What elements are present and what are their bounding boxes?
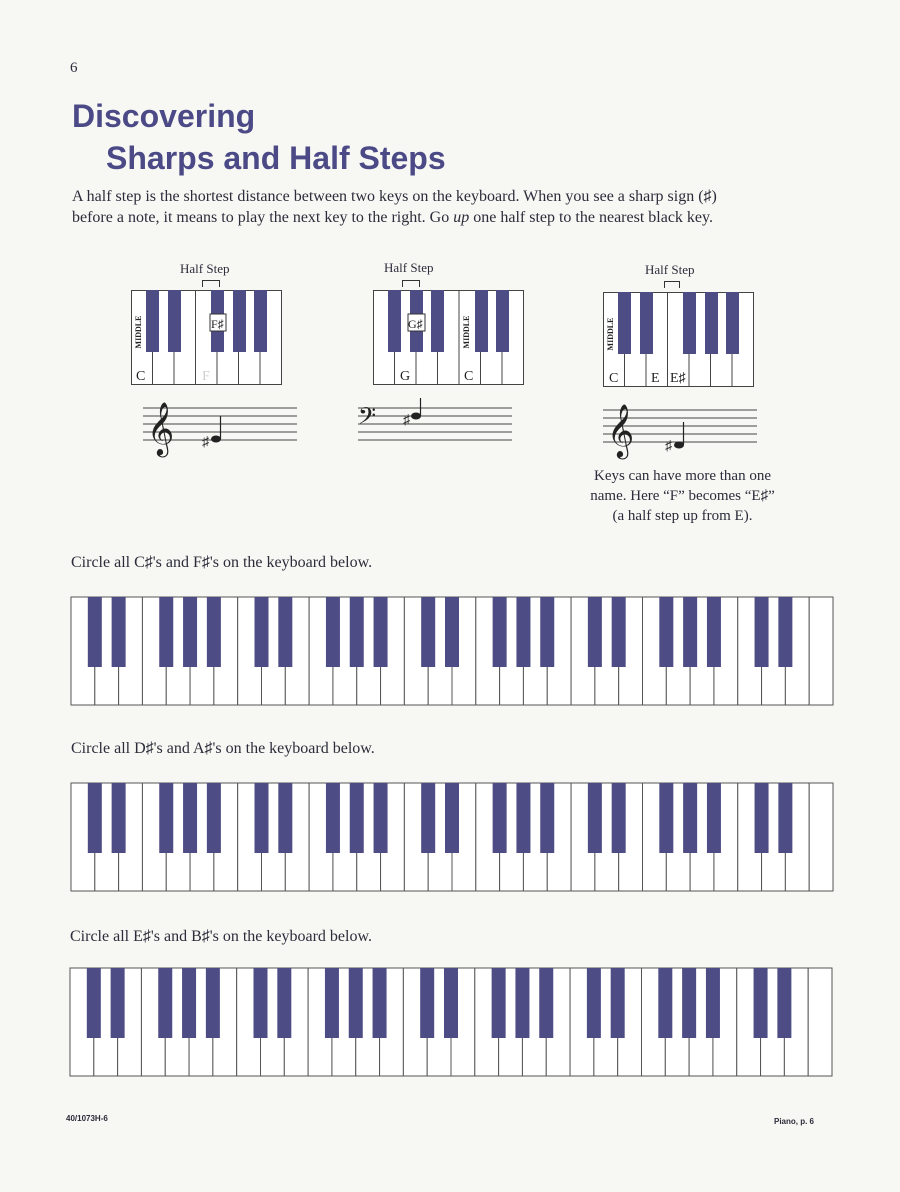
note-line3: (a half step up from E). bbox=[612, 508, 753, 524]
black-key[interactable] bbox=[588, 597, 602, 667]
staff-bass-2 bbox=[358, 398, 512, 458]
black-key[interactable] bbox=[255, 783, 269, 853]
black-key[interactable] bbox=[492, 968, 506, 1038]
black-key[interactable] bbox=[659, 783, 673, 853]
enharmonic-note bbox=[560, 466, 805, 526]
white-key[interactable] bbox=[808, 968, 832, 1076]
intro-emphasis: up bbox=[453, 209, 470, 226]
black-key[interactable] bbox=[421, 597, 435, 667]
black-key[interactable] bbox=[350, 783, 364, 853]
black-key[interactable] bbox=[611, 968, 625, 1038]
key-label-esharp-3: E♯ bbox=[670, 371, 686, 386]
staff-treble-3 bbox=[603, 400, 757, 460]
black-key[interactable] bbox=[777, 968, 791, 1038]
sharp-icon: ♯ bbox=[202, 435, 209, 450]
treble-clef-icon: 𝄞 bbox=[147, 403, 175, 454]
black-key[interactable] bbox=[183, 597, 197, 667]
key-label-gsharp-2: G♯ bbox=[408, 317, 423, 331]
black-key[interactable] bbox=[206, 968, 220, 1038]
black-key[interactable] bbox=[325, 968, 339, 1038]
black-key[interactable] bbox=[158, 968, 172, 1038]
black-key[interactable] bbox=[374, 783, 388, 853]
black-key[interactable] bbox=[207, 783, 221, 853]
half-step-label-2: Half Step bbox=[384, 260, 434, 275]
white-key[interactable] bbox=[809, 783, 833, 891]
black-key[interactable] bbox=[255, 597, 269, 667]
black-key[interactable] bbox=[277, 968, 291, 1038]
exercise-keyboard-2[interactable] bbox=[70, 782, 834, 897]
black-key[interactable] bbox=[755, 783, 769, 853]
black-key[interactable] bbox=[326, 783, 340, 853]
page-number: 6 bbox=[70, 60, 78, 76]
instruction-2: Circle all D♯'s and A♯'s on the keyboard below. bbox=[71, 740, 375, 757]
key-label-c-2: C bbox=[464, 369, 474, 384]
note-head bbox=[211, 436, 221, 443]
black-key[interactable] bbox=[159, 597, 173, 667]
black-key[interactable] bbox=[778, 783, 792, 853]
page-title-line1: Discovering bbox=[72, 98, 256, 134]
black-key[interactable] bbox=[420, 968, 434, 1038]
intro-line1: A half step is the shortest distance between two keys on the keyboard. When you see a sharp sign (♯) bbox=[72, 188, 717, 205]
black-key[interactable] bbox=[516, 597, 530, 667]
black-key[interactable] bbox=[111, 968, 125, 1038]
black-key[interactable] bbox=[182, 968, 196, 1038]
black-key[interactable] bbox=[493, 783, 507, 853]
black-key[interactable] bbox=[350, 597, 364, 667]
black-key[interactable] bbox=[658, 968, 672, 1038]
black-key[interactable] bbox=[707, 597, 721, 667]
note-line1: Keys can have more than one bbox=[593, 468, 771, 484]
sharp-icon: ♯ bbox=[403, 413, 410, 428]
black-key[interactable] bbox=[278, 597, 292, 667]
black-key[interactable] bbox=[683, 783, 697, 853]
sharp-icon: ♯ bbox=[665, 439, 672, 454]
half-step-label-1: Half Step bbox=[180, 261, 230, 276]
black-key[interactable] bbox=[112, 783, 126, 853]
black-key[interactable] bbox=[612, 783, 626, 853]
black-key[interactable] bbox=[349, 968, 363, 1038]
key-label-e-3: E bbox=[651, 371, 660, 386]
black-key[interactable] bbox=[254, 968, 268, 1038]
footer-code: 40/1073H-6 bbox=[66, 1114, 108, 1123]
black-key[interactable] bbox=[493, 597, 507, 667]
page-title-line2: Sharps and Half Steps bbox=[106, 140, 446, 176]
black-key[interactable] bbox=[421, 783, 435, 853]
black-key[interactable] bbox=[706, 968, 720, 1038]
exercise-keyboard-3[interactable] bbox=[69, 967, 833, 1082]
half-step-bracket-2 bbox=[402, 280, 420, 287]
black-key[interactable] bbox=[682, 968, 696, 1038]
black-key[interactable] bbox=[588, 783, 602, 853]
key-label-g-2: G bbox=[400, 369, 411, 384]
black-key[interactable] bbox=[778, 597, 792, 667]
footer-page: Piano, p. 6 bbox=[774, 1117, 815, 1126]
black-key[interactable] bbox=[659, 597, 673, 667]
half-step-bracket-3 bbox=[664, 281, 680, 288]
half-step-label-3: Half Step bbox=[645, 262, 695, 277]
black-key[interactable] bbox=[87, 968, 101, 1038]
instruction-1: Circle all C♯'s and F♯'s on the keyboard below. bbox=[71, 554, 373, 571]
key-label-fsharp-1: F♯ bbox=[211, 317, 224, 331]
black-key[interactable] bbox=[159, 783, 173, 853]
black-key[interactable] bbox=[373, 968, 387, 1038]
note-head bbox=[674, 442, 684, 449]
key-label-c-1: C bbox=[136, 369, 146, 384]
key-label-c-3: C bbox=[609, 371, 619, 386]
black-key[interactable] bbox=[587, 968, 601, 1038]
exercise-keyboard-1[interactable] bbox=[70, 596, 834, 711]
black-key[interactable] bbox=[88, 597, 102, 667]
black-key[interactable] bbox=[612, 597, 626, 667]
black-key[interactable] bbox=[540, 783, 554, 853]
black-key[interactable] bbox=[445, 783, 459, 853]
example-keyboard-3 bbox=[603, 292, 755, 388]
bass-clef-icon: 𝄢 bbox=[358, 404, 377, 435]
half-step-bracket-1 bbox=[202, 280, 220, 287]
black-key[interactable] bbox=[755, 597, 769, 667]
intro-paragraph bbox=[72, 186, 852, 228]
middle-label-1: MIDDLE bbox=[134, 315, 143, 349]
black-key[interactable] bbox=[444, 968, 458, 1038]
black-key[interactable] bbox=[515, 968, 529, 1038]
black-key[interactable] bbox=[707, 783, 721, 853]
treble-clef-icon: 𝄞 bbox=[607, 405, 635, 456]
black-key[interactable] bbox=[540, 597, 554, 667]
example-keyboard-1 bbox=[131, 290, 283, 386]
note-line2: name. Here “F” becomes “E♯” bbox=[590, 488, 775, 504]
black-key[interactable] bbox=[516, 783, 530, 853]
black-key[interactable] bbox=[326, 597, 340, 667]
black-key[interactable] bbox=[539, 968, 553, 1038]
middle-label-3: MIDDLE bbox=[606, 317, 615, 351]
staff-treble-1 bbox=[143, 398, 297, 458]
black-key[interactable] bbox=[183, 783, 197, 853]
black-key[interactable] bbox=[445, 597, 459, 667]
white-key[interactable] bbox=[809, 597, 833, 705]
key-label-f-1: F bbox=[202, 369, 210, 384]
black-key[interactable] bbox=[112, 597, 126, 667]
black-key[interactable] bbox=[754, 968, 768, 1038]
example-keyboard-2 bbox=[373, 290, 525, 386]
intro-line2a: before a note, it means to play the next key to the right. Go bbox=[72, 209, 454, 226]
black-key[interactable] bbox=[88, 783, 102, 853]
instruction-3: Circle all E♯'s and B♯'s on the keyboard below. bbox=[70, 928, 372, 945]
middle-label-2: MIDDLE bbox=[462, 315, 471, 349]
black-key[interactable] bbox=[683, 597, 697, 667]
intro-line2b: one half step to the nearest black key. bbox=[469, 209, 713, 226]
black-key[interactable] bbox=[207, 597, 221, 667]
black-key[interactable] bbox=[278, 783, 292, 853]
black-key[interactable] bbox=[374, 597, 388, 667]
note-head bbox=[411, 413, 421, 420]
